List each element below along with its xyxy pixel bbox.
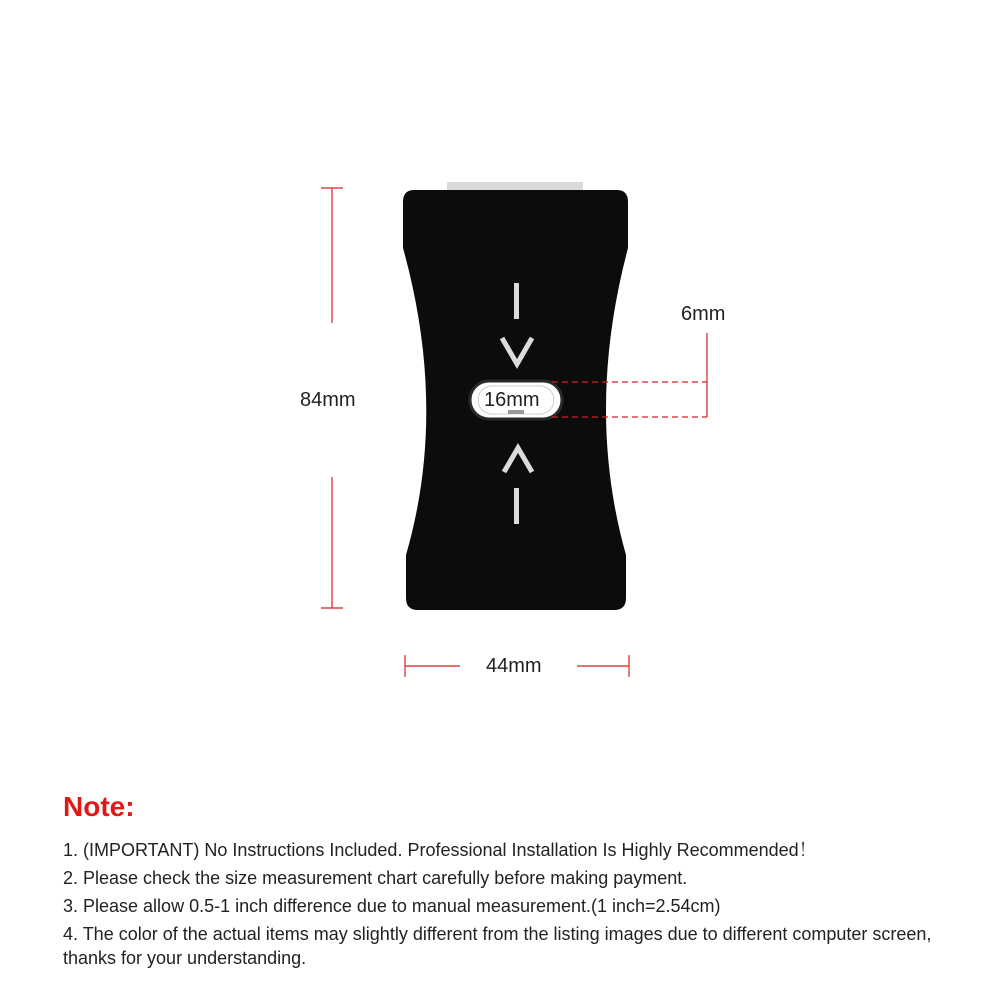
note-section — [63, 790, 973, 974]
note-title: Note: — [63, 791, 135, 822]
note-item: 2. Please check the size measurement chart carefully before making payment. — [63, 868, 688, 888]
slot-length-label: 16mm — [484, 389, 540, 411]
note-item: 4. The color of the actual items may slightly different from the listing images due to different computer screen, thanks for your understanding. — [63, 924, 932, 968]
depth-label: 6mm — [681, 303, 726, 325]
bar-symbol-top — [514, 283, 519, 319]
bar-symbol-bottom — [514, 488, 519, 524]
note-item: 3. Please allow 0.5-1 inch difference due to manual measurement.(1 inch=2.54cm) — [63, 896, 721, 916]
note-item: 1. (IMPORTANT) No Instructions Included. Professional Installation Is Highly Recommended！ — [63, 840, 817, 860]
width-label: 44mm — [486, 655, 542, 677]
height-label: 84mm — [300, 389, 356, 411]
